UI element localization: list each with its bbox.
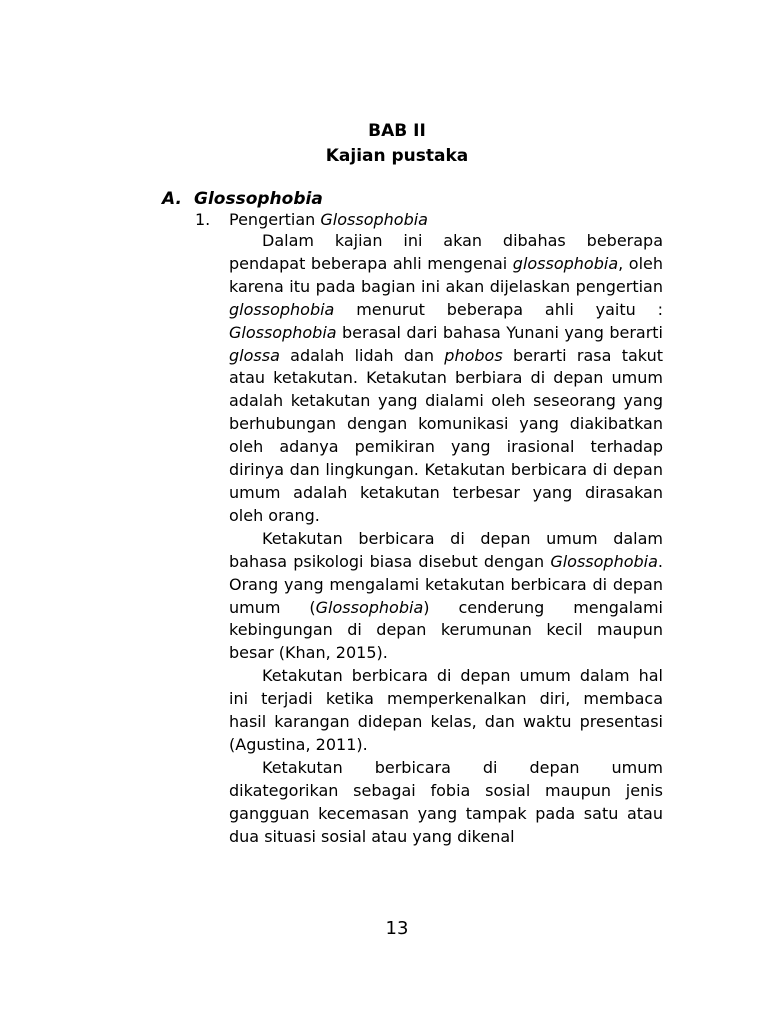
text-run: ) cenderung mengalami kebingungan di depan kerumunan kecil maupun besar (Khan, 2015).	[229, 597, 664, 663]
subsection-title-prefix: Pengertian	[229, 210, 321, 229]
subsection-marker: 1.	[195, 210, 211, 229]
body-paragraph	[229, 230, 663, 528]
body-paragraph	[229, 757, 663, 849]
italic-term: glossophobia	[229, 299, 335, 319]
chapter-number: BAB II	[368, 121, 426, 141]
body-paragraph	[229, 528, 663, 665]
text-run: berasal dari bahasa Yunani yang berarti	[336, 322, 663, 342]
italic-term: glossa	[229, 345, 280, 365]
text-run: adalah lidah dan	[279, 345, 445, 365]
page-number: 13	[385, 918, 409, 939]
section-title: Glossophobia	[194, 189, 323, 209]
text-run: Dalam kajian ini akan dibahas beberapa pendapat beberapa ahli mengenai	[229, 231, 663, 273]
text-run: , oleh karena itu pada bagian ini akan dijelaskan pengertian	[229, 253, 664, 296]
chapter-title: Kajian pustaka	[325, 146, 469, 166]
text-run: . Orang yang mengalami ketakutan berbicara di depan umum (	[229, 551, 663, 617]
section-heading	[162, 187, 323, 211]
body-text	[229, 230, 663, 848]
body-paragraph	[229, 665, 663, 757]
text-run: menurut beberapa ahli yaitu :	[334, 299, 663, 319]
italic-term: phobos	[444, 345, 503, 365]
text-run: Ketakutan berbicara di depan umum dalam hal ini terjadi ketika memperkenalkan diri, membaca hasil karangan didepan kelas, dan waktu presentasi (Agustina, 2011).	[229, 666, 663, 754]
italic-term: Glossophobia	[550, 551, 658, 571]
italic-term: Glossophobia	[229, 322, 337, 342]
subsection-title-italic: Glossophobia	[320, 210, 428, 229]
text-run: berarti rasa takut atau ketakutan. Ketakutan berbiara di depan umum adalah ketakutan yang dialami oleh seseorang yang berhubungan dengan komunikasi yang diakibatkan oleh adanya pemikiran yang irasional terhadap dirinya dan lingkungan. Ketakutan berbicara di depan umum adalah ketakutan terbesar yang dirasakan oleh orang.	[229, 345, 663, 525]
italic-term: Glossophobia	[315, 597, 424, 617]
section-marker: A.	[162, 189, 182, 209]
italic-term: glossophobia	[512, 253, 619, 273]
subsection-heading	[195, 209, 428, 231]
text-run: Ketakutan berbicara di depan umum dikategorikan sebagai fobia sosial maupun jenis gangguan kecemasan yang tampak pada satu atau dua situasi sosial atau yang dikenal	[229, 757, 663, 846]
text-run: Ketakutan berbicara di depan umum dalam bahasa psikologi biasa disebut dengan	[229, 528, 663, 571]
